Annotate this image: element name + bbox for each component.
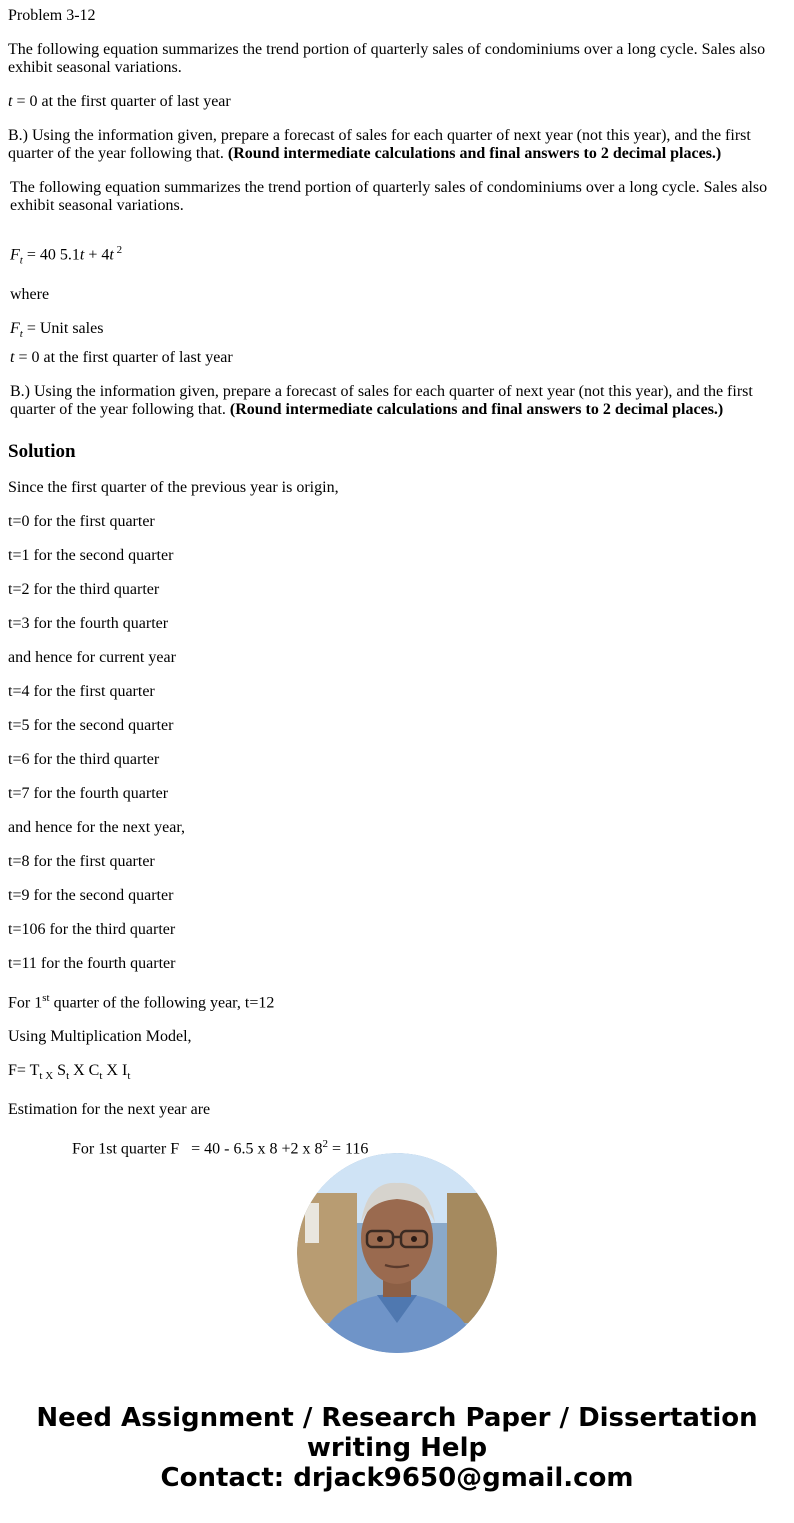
t-variable: t <box>8 93 13 110</box>
unit-F: F <box>10 319 20 337</box>
banner-contact-email[interactable]: Contact: drjack9650@gmail.com <box>160 1463 634 1493</box>
formula-F: F <box>10 246 20 264</box>
contact-banner <box>0 1403 794 1493</box>
author-portrait-image <box>297 1153 497 1353</box>
quoted-problem <box>8 179 778 419</box>
model-equation <box>8 1062 778 1085</box>
formula-sup: 2 <box>113 244 123 256</box>
problem-t-definition <box>8 93 778 111</box>
trend-formula <box>10 241 778 270</box>
q1-sup: 2 <box>322 1138 328 1151</box>
where-label: where <box>10 285 50 303</box>
solution-line: t=11 for the fourth quarter <box>8 954 176 972</box>
solution-line: and hence for current year <box>8 648 176 666</box>
eq-s3: t <box>99 1070 103 1083</box>
problem-question <box>8 127 778 163</box>
solution-line: t=2 for the third quarter <box>8 580 160 598</box>
formula-t1: t <box>79 246 85 264</box>
unit-sales-def <box>10 320 778 343</box>
following-year-line <box>8 989 778 1012</box>
following-b: quarter of the following year, t=12 <box>49 994 275 1012</box>
quote-t-var: t <box>10 348 15 366</box>
estimation-line: Estimation for the next year are <box>8 1101 211 1119</box>
banner-line-1: Need Assignment / Research Paper / Dissertation <box>36 1403 758 1433</box>
solution-line: t=6 for the third quarter <box>8 750 160 768</box>
eq-b: S <box>53 1062 67 1080</box>
eq-s1: t X <box>39 1070 54 1083</box>
quote-t-definition <box>10 349 778 367</box>
quote-question-text: B.) Using the information given, prepare a forecast of sales for each quarter of next year (not this year), and the first quarter of the year following that. <box>10 382 753 418</box>
eq-c: X C <box>69 1062 100 1080</box>
solution-line: t=4 for the first quarter <box>8 682 155 700</box>
problem-intro: The following equation summarizes the trend portion of quarterly sales of condominiums over a long cycle. Sales also exhibit seasonal variations. <box>8 41 766 76</box>
question-rounding-note: (Round intermediate calculations and final answers to 2 decimal places.) <box>227 145 722 162</box>
formula-sub: t <box>19 254 23 267</box>
document-body <box>8 7 778 1175</box>
unit-text: = Unit sales <box>22 319 104 337</box>
solution-line: t=1 for the second quarter <box>8 546 174 564</box>
eq-d: X I <box>102 1062 128 1080</box>
following-a: For 1 <box>8 994 43 1012</box>
following-sup: st <box>42 991 50 1004</box>
formula-t2: t <box>109 246 114 264</box>
formula-part1: = 40 5.1 <box>22 246 80 264</box>
t-definition-text: = 0 at the first quarter of last year <box>12 93 231 110</box>
eq-s2: t <box>66 1070 70 1083</box>
eq-a: F= T <box>8 1062 40 1080</box>
solution-heading: Solution <box>8 440 76 462</box>
solution-lines <box>8 479 778 973</box>
solution-line: t=9 for the second quarter <box>8 886 174 904</box>
solution-line: and hence for the next year, <box>8 818 186 836</box>
q1-a: For 1st quarter F = 40 - 6.5 x 8 +2 x 8 <box>72 1140 323 1158</box>
q1-b: = 116 <box>327 1140 369 1158</box>
quote-rounding-note: (Round intermediate calculations and final answers to 2 decimal places.) <box>229 400 724 418</box>
solution-line: t=7 for the fourth quarter <box>8 784 169 802</box>
model-line: Using Multiplication Model, <box>8 1028 192 1046</box>
solution-line: t=5 for the second quarter <box>8 716 174 734</box>
quote-t-def-text: = 0 at the first quarter of last year <box>14 348 233 366</box>
solution-line: t=106 for the third quarter <box>8 920 176 938</box>
formula-part2: + 4 <box>84 246 110 264</box>
solution-line: t=0 for the first quarter <box>8 512 155 530</box>
quote-intro: The following equation summarizes the trend portion of quarterly sales of condominiums over a long cycle. Sales also exhibit seasonal variations. <box>10 179 768 214</box>
solution-line: t=3 for the fourth quarter <box>8 614 169 632</box>
eq-s4: t <box>127 1070 131 1083</box>
problem-title: Problem 3-12 <box>8 7 96 24</box>
solution-line: Since the first quarter of the previous year is origin, <box>8 478 339 496</box>
question-text: B.) Using the information given, prepare a forecast of sales for each quarter of next year (not this year), and the first quarter of the year following that. <box>8 127 751 162</box>
quote-question <box>10 383 778 419</box>
solution-line: t=8 for the first quarter <box>8 852 155 870</box>
unit-sub: t <box>19 327 23 340</box>
author-photo <box>297 1153 497 1353</box>
banner-line-2: writing Help <box>306 1433 488 1463</box>
